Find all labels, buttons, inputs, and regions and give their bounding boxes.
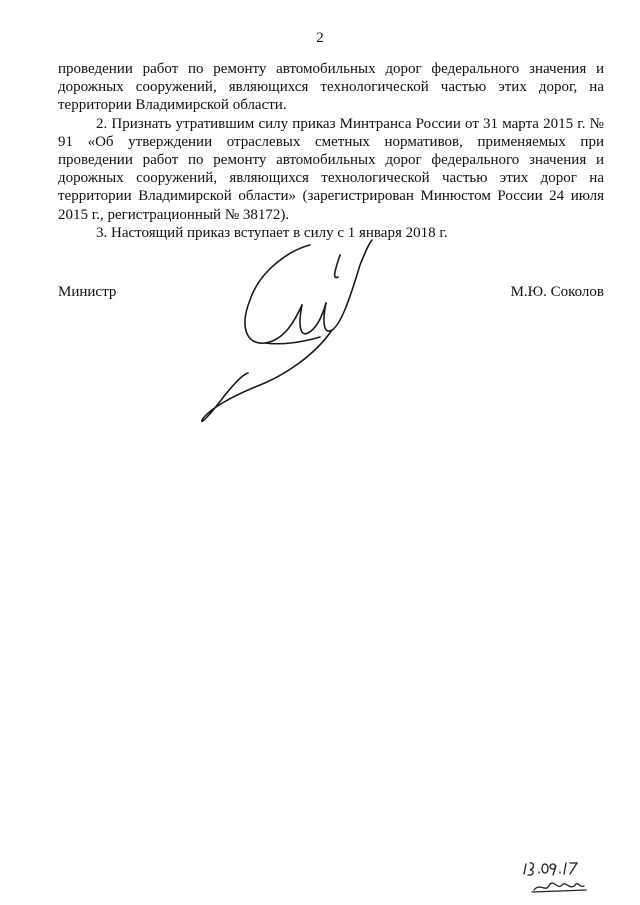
paragraph-item-2: 2. Признать утратившим силу приказ Минтранса России от 31 марта 2015 г. № 91 «Об утверждении отраслевых сметных нормативов, применяемых при проведении работ по ремонту автомобильных дорог федерального значения и дорожных сооружений, являющихся технологической частью этих дорог на территории Владимирской области» (зарегистрирован Минюстом России 24 июля 2015 г., регистрационный № 38172). — [58, 115, 604, 223]
document-body — [58, 60, 604, 242]
paragraph-item-3: 3. Настоящий приказ вступает в силу с 1 января 2018 г. — [96, 224, 448, 241]
handwritten-signature — [190, 225, 390, 425]
handwritten-date-note — [520, 858, 600, 898]
page-number: 2 — [316, 30, 324, 46]
signatory-role: Министр — [58, 284, 117, 300]
signatory-name: М.Ю. Соколов — [510, 284, 604, 300]
paragraph-continuation: проведении работ по ремонту автомобильных дорог федерального значения и дорожных сооружений, являющихся технологической частью этих дорог, на территории Владимирской области. — [58, 61, 604, 114]
